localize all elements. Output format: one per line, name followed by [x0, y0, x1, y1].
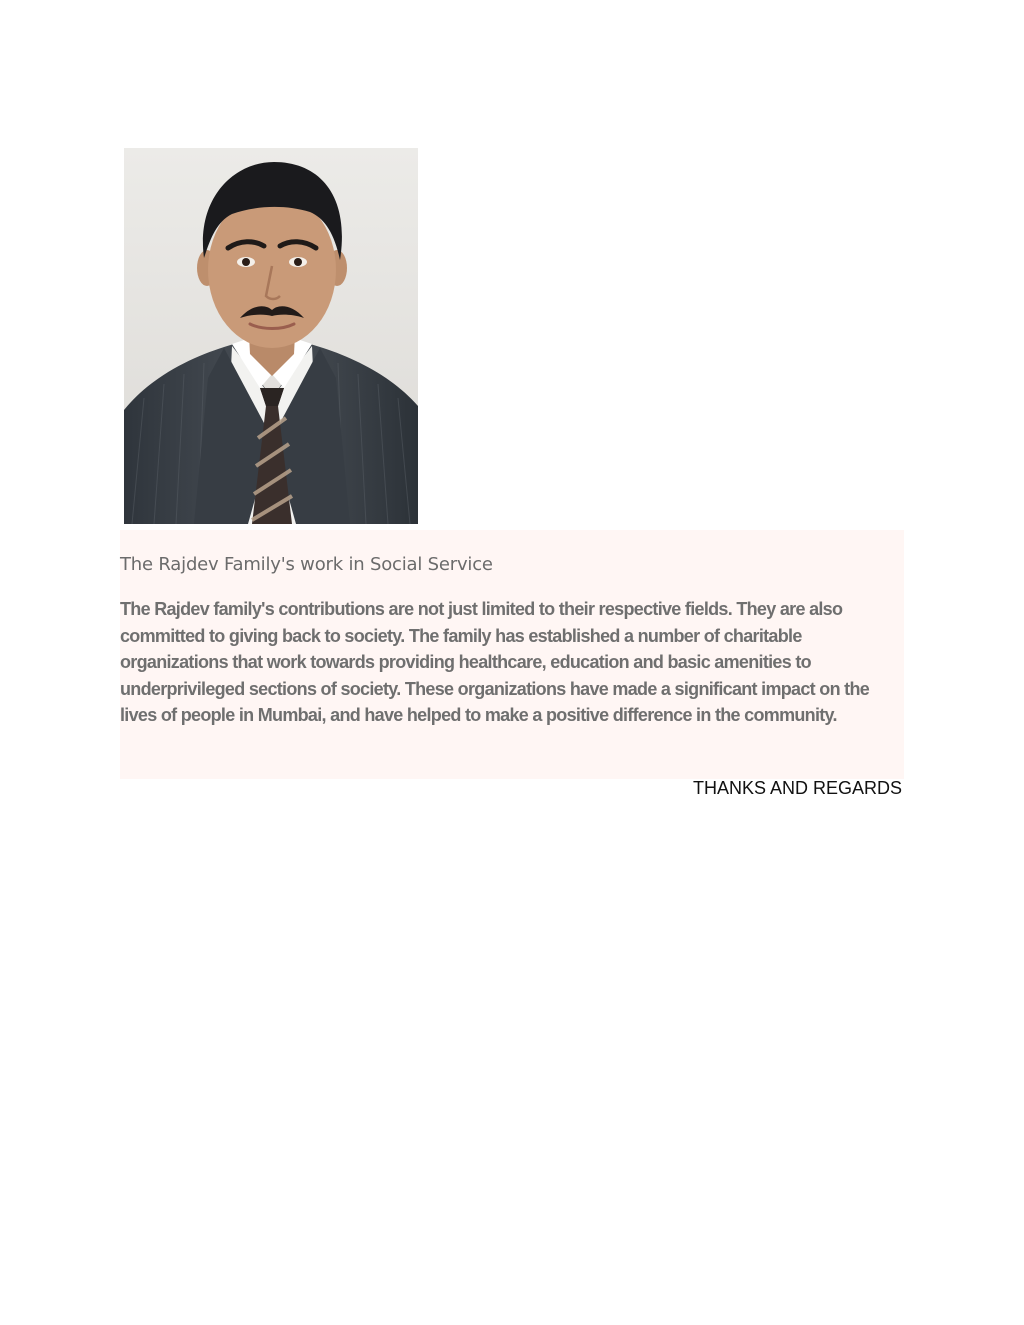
social-service-section — [120, 530, 904, 779]
section-paragraph: The Rajdev family's contributions are not just limited to their respective fields. They are also committed to giving back to society. The family has established a number of charitable organizations that work towards providing healthcare, education and basic amenities to underprivileged sections of society. These organizations have made a significant impact on the lives of people in Mumbai, and have helped to make a positive difference in the community. — [120, 599, 870, 726]
portrait-illustration — [124, 148, 418, 524]
closing-signoff: THANKS AND REGARDS — [692, 778, 902, 798]
section-heading: The Rajdev Family's work in Social Service — [120, 554, 493, 575]
portrait-photo — [124, 148, 418, 524]
